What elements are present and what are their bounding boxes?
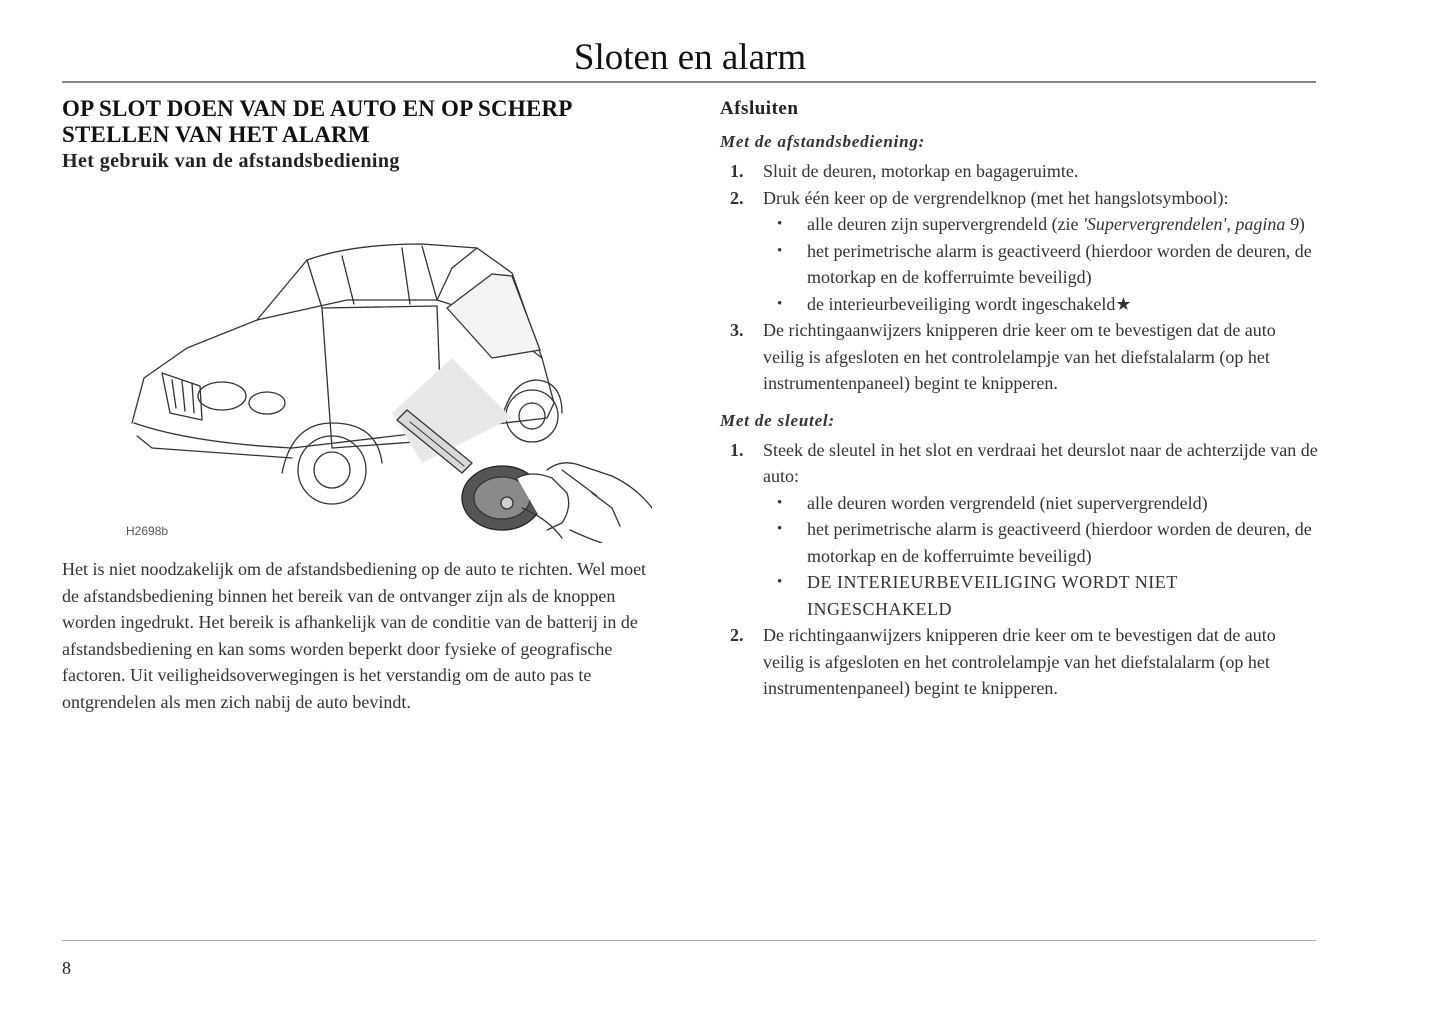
cross-reference: 'Supervergrendelen', pagina 9 [1083,214,1299,234]
step-text: De richtingaanwijzers knipperen drie keer om te bevestigen dat de auto veilig is afgesloten en het controlelampje van het diefstalalarm (op het instrumentenpaneel) begint te knipperen. [763,625,1276,698]
step-number: 2. [730,625,744,645]
list-item [720,622,1320,702]
step-text: Steek de sleutel in het slot en verdraai het deurslot naar de achterzijde van de auto: [763,439,1318,486]
figure-code: H2698b [126,524,169,538]
section-heading-line2: STELLEN VAN HET ALARM [62,122,370,147]
bullet-text: alle deuren worden vergrendeld (niet supervergrendeld) [807,492,1208,513]
step-number: 1. [730,161,744,181]
step-number: 2. [730,187,744,208]
bullet-icon: • [777,521,783,537]
bullet-text: DE INTERIEURBEVEILIGING WORDT NIET INGESCHAKELD [807,572,1178,619]
key-bullets [763,490,1320,623]
page-title: Sloten en alarm [573,37,807,78]
key-steps [720,437,1320,702]
list-item [763,569,1320,622]
bullet-icon: • [777,494,783,511]
remote-steps [720,158,1320,397]
car-with-remote-key-icon [92,208,652,543]
list-item [763,291,1320,318]
left-column [62,96,662,712]
right-column [720,98,1320,702]
list-item [763,211,1320,238]
step-text: Druk één keer op de vergrendelknop (met het hangslotsymbool): [763,187,1229,208]
header-rule [62,81,1316,83]
body-paragraph: Het is niet noodzakelijk om de afstandsbediening op de auto te richten. Wel moet de afstandsbediening binnen het bereik van de ontvanger zijn als de knoppen worden ingedrukt. Het bereik is afhankelijk van de conditie van de batterij in de afstandsbediening en kan soms worden beperkt door fysieke of geografische factoren. Uit veiligheidsoverwegingen is het verstandig om de auto pas te ontgrendelen als men zich nabij de auto bevindt. [62,559,647,712]
bullet-text-end: ) [1298,214,1305,234]
key-subheading: Met de sleutel: [720,410,835,430]
list-item [763,490,1320,517]
list-item [720,185,1320,318]
step-number: 1. [730,439,744,460]
step-text: Sluit de deuren, motorkap en bagageruimte. [763,161,1079,181]
page-number: 8 [62,958,71,978]
remote-bullets [763,211,1320,317]
list-item [720,437,1320,623]
bullet-icon: • [777,242,783,259]
bullet-icon: • [777,216,783,232]
footer-rule [62,940,1316,941]
section-heading [62,96,662,148]
bullet-text: alle deuren zijn supervergrendeld (zie [807,214,1084,234]
bullet-text: het perimetrische alarm is geactiveerd (hierdoor worden de deuren, de motorkap en de kofferruimte beveiligd) [807,240,1312,287]
section-subheading: Het gebruik van de afstandsbediening [62,150,400,172]
bullet-text: het perimetrische alarm is geactiveerd (hierdoor worden de deuren, de motorkap en de kofferruimte beveiligd) [807,519,1312,566]
bullet-icon: • [777,295,783,312]
list-item [763,516,1320,569]
list-item [720,158,1320,185]
bullet-text: de interieurbeveiliging wordt ingeschakeld★ [807,293,1132,314]
right-heading: Afsluiten [720,98,799,119]
section-heading-line1: OP SLOT DOEN VAN DE AUTO EN OP SCHERP [62,96,573,121]
remote-subheading: Met de afstandsbediening: [720,132,926,151]
bullet-icon: • [777,574,783,590]
list-item [763,238,1320,291]
step-text: De richtingaanwijzers knipperen drie keer om te bevestigen dat de auto veilig is afgesloten en het controlelampje van het diefstalalarm (op het instrumentenpaneel) begint te knipperen. [763,320,1276,393]
list-item [720,317,1320,397]
step-number: 3. [730,320,744,340]
